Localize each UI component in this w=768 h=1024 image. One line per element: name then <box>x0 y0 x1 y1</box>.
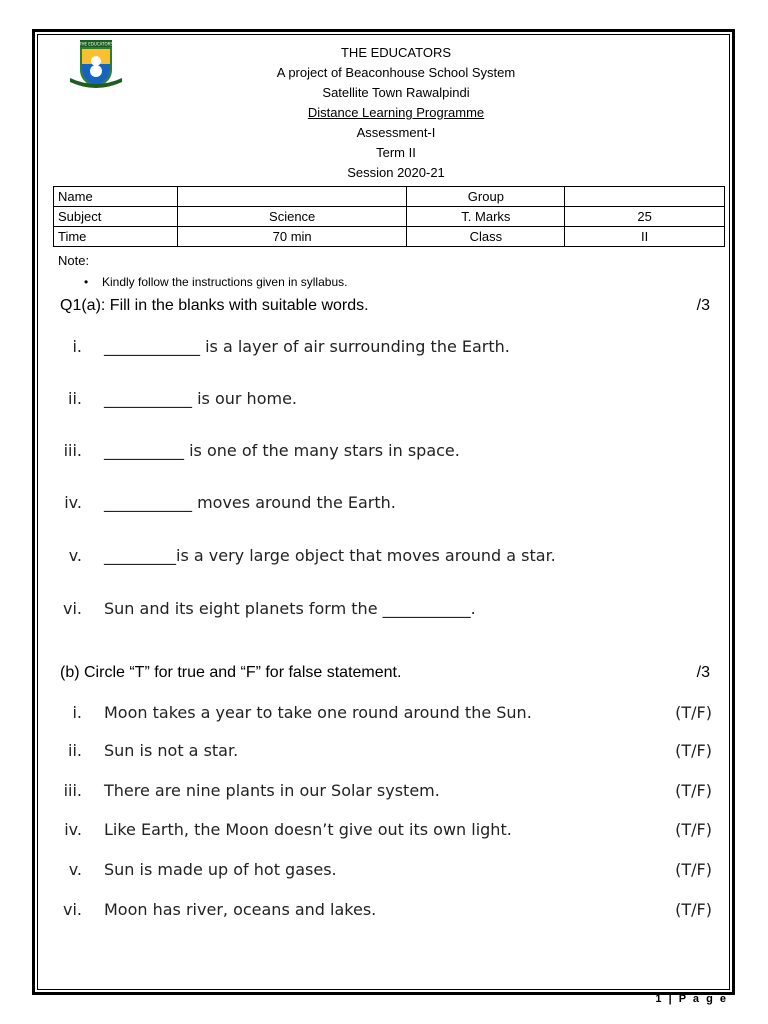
org-name: THE EDUCATORS <box>340 45 452 60</box>
fill-blank-text[interactable]: _________is a very large object that moves around a star. <box>104 546 556 565</box>
item-number: i. <box>72 703 82 722</box>
class-label: Class <box>407 227 565 247</box>
fill-blank-text[interactable]: __________ is one of the many stars in space. <box>104 441 460 460</box>
marks-value: 25 <box>565 207 725 227</box>
item-number: ii. <box>68 741 82 760</box>
header-block <box>200 43 592 183</box>
true-false-choice[interactable]: (T/F) <box>675 703 712 722</box>
table-row <box>54 227 725 247</box>
item-number: iv. <box>64 493 82 512</box>
statement-text: Like Earth, the Moon doesn’t give out its own light. <box>104 820 512 839</box>
item-number: iv. <box>64 820 82 839</box>
true-false-choice[interactable]: (T/F) <box>675 781 712 800</box>
true-false-choice[interactable]: (T/F) <box>675 741 712 760</box>
q1b-title: (b) Circle “T” for true and “F” for false statement. <box>60 664 402 681</box>
true-false-choice[interactable]: (T/F) <box>675 860 712 879</box>
q1b-heading <box>60 664 710 682</box>
assessment-line: Assessment-I <box>356 125 436 140</box>
item-number: ii. <box>68 389 82 408</box>
note-bullet-text: Kindly follow the instructions given in syllabus. <box>102 275 348 289</box>
session-line: Session 2020-21 <box>347 165 445 180</box>
q1a-marks: /3 <box>696 297 710 314</box>
name-field[interactable] <box>177 187 407 207</box>
item-number: v. <box>68 860 82 879</box>
statement-text: Moon has river, oceans and lakes. <box>104 900 377 919</box>
note-label: Note: <box>58 253 90 268</box>
true-false-choice[interactable]: (T/F) <box>675 820 712 839</box>
q1a-heading <box>60 297 710 315</box>
group-field[interactable] <box>565 187 725 207</box>
item-number: iii. <box>63 781 82 800</box>
page-number: 1 | P a g e <box>655 993 728 1005</box>
statement-text: There are nine plants in our Solar system. <box>104 781 440 800</box>
name-label: Name <box>54 187 178 207</box>
fill-blank-text[interactable]: ____________ is a layer of air surrounding the Earth. <box>104 337 510 356</box>
project-line: A project of Beaconhouse School System <box>276 65 516 80</box>
subject-label: Subject <box>54 207 178 227</box>
item-number: iii. <box>63 441 82 460</box>
item-number: i. <box>72 337 82 356</box>
statement-text: Sun is made up of hot gases. <box>104 860 337 879</box>
fill-blank-text[interactable]: Sun and its eight planets form the ___________. <box>104 599 476 618</box>
statement-text: Sun is not a star. <box>104 741 239 760</box>
bullet-icon: • <box>84 275 89 289</box>
table-row <box>54 207 725 227</box>
fill-blank-text[interactable]: ___________ moves around the Earth. <box>104 493 396 512</box>
time-value: 70 min <box>177 227 407 247</box>
time-label: Time <box>54 227 178 247</box>
marks-label: T. Marks <box>407 207 565 227</box>
school-logo <box>66 40 126 92</box>
term-line: Term II <box>376 145 416 160</box>
svg-text:THE EDUCATORS: THE EDUCATORS <box>79 41 113 47</box>
subject-value: Science <box>177 207 407 227</box>
class-value: II <box>565 227 725 247</box>
table-row <box>54 187 725 207</box>
true-false-choice[interactable]: (T/F) <box>675 900 712 919</box>
q1b-marks: /3 <box>696 664 710 681</box>
statement-text: Moon takes a year to take one round around the Sun. <box>104 703 532 722</box>
fill-blank-text[interactable]: ___________ is our home. <box>104 389 297 408</box>
item-number: v. <box>68 546 82 565</box>
item-number: vi. <box>63 900 82 919</box>
campus-line: Satellite Town Rawalpindi <box>322 85 470 100</box>
student-info-table <box>53 186 725 247</box>
programme-line: Distance Learning Programme <box>307 105 485 120</box>
group-label: Group <box>407 187 565 207</box>
q1a-title: Q1(a): Fill in the blanks with suitable words. <box>60 297 369 314</box>
note-bullet <box>84 275 347 289</box>
item-number: vi. <box>63 599 82 618</box>
